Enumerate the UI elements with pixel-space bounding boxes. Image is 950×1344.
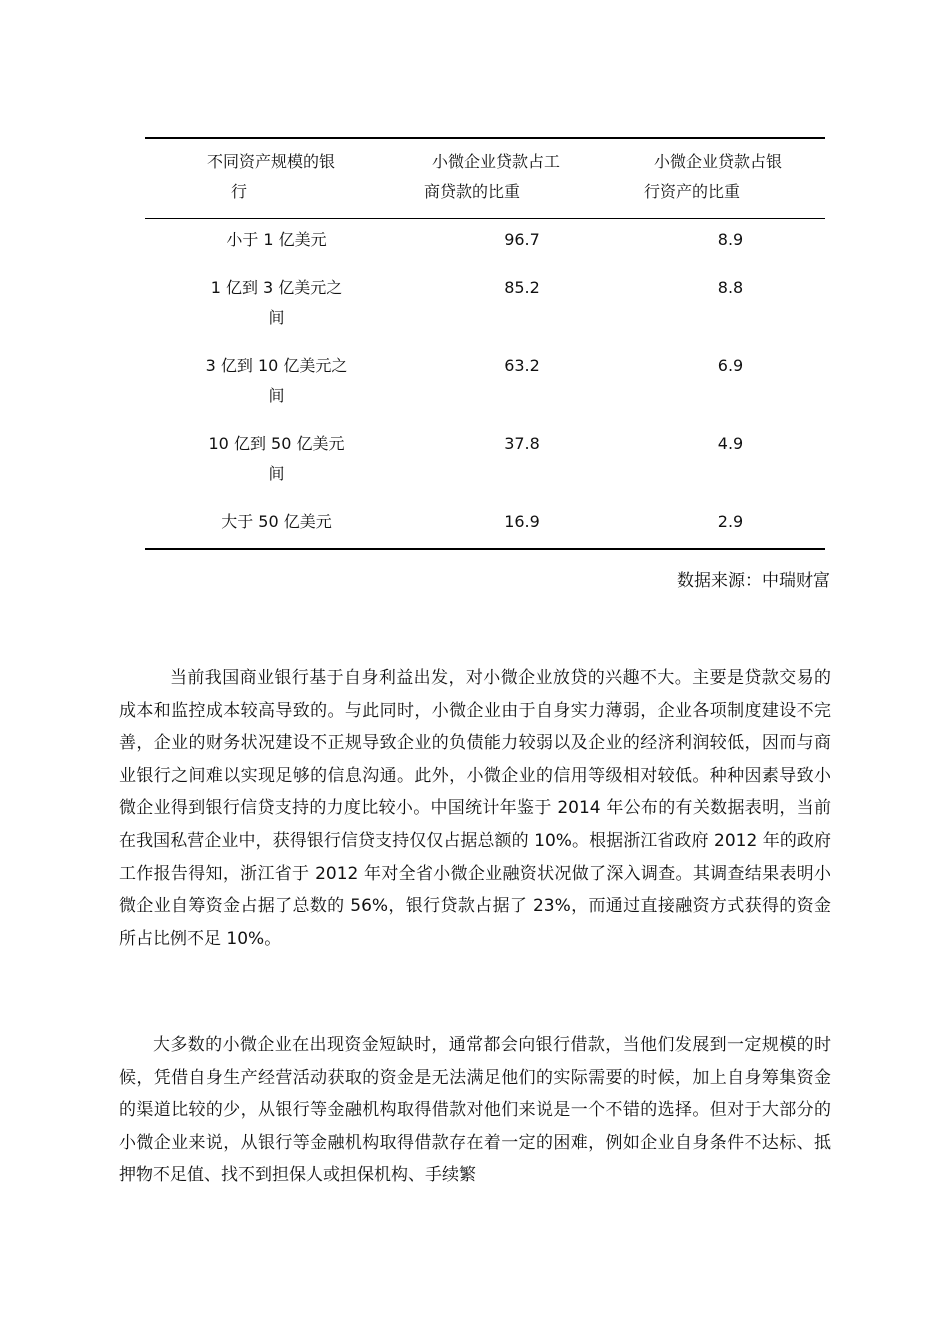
business-loan-share-cell: 63.2 — [504, 356, 540, 375]
bank-size-label — [199, 273, 355, 333]
bank-size-cell — [145, 219, 408, 268]
table-row — [145, 267, 825, 345]
data-source-note: 数据来源：中瑞财富 — [677, 571, 830, 591]
business-loan-share-cell: 37.8 — [504, 434, 540, 453]
bank-size-label: 大于 50 亿美元 — [221, 512, 332, 531]
header-bank-size — [145, 138, 408, 219]
bank-size-cell — [145, 423, 408, 501]
bank-size-line: 间 — [268, 308, 285, 327]
bank-asset-share-cell: 4.9 — [717, 434, 744, 453]
body-paragraph: 大多数的小微企业在出现资金短缺时，通常都会向银行借款，当他们发展到一定规模的时候，凭借自身生产经营活动获取的资金是无法满足他们的实际需要的时候，加上自身筹集资金的渠道比较的少，从银行等金融机构取得借款对他们来说是一个不错的选择。但对于大部分的小微企业来说，从银行等金融机构取得借款存在着一定的困难，例如企业自身条件不达标、抵押物不足值、找不到担保人或担保机构、手续繁 — [119, 1035, 831, 1186]
bank-size-cell — [145, 345, 408, 423]
bank-asset-share-cell: 6.9 — [717, 356, 744, 375]
bank-size-cell — [145, 501, 408, 549]
bank-size-line: 3 亿到 10 亿美元之 — [205, 356, 348, 375]
table-row — [145, 423, 825, 501]
header-text-line: 小微企业贷款占银 — [654, 152, 783, 171]
bank-size-line: 间 — [268, 464, 285, 483]
header-text-line: 商贷款的比重 — [424, 182, 521, 201]
bank-asset-share-cell: 8.9 — [717, 230, 744, 249]
table-row — [145, 501, 825, 549]
header-text-line: 小微企业贷款占工 — [432, 152, 561, 171]
loan-share-table — [145, 137, 825, 550]
bank-size-line: 1 亿到 3 亿美元之 — [210, 278, 343, 297]
table-row — [145, 345, 825, 423]
header-text-line: 不同资产规模的银 — [207, 152, 336, 171]
table-header-row — [145, 138, 825, 219]
bank-size-label — [199, 351, 355, 411]
bank-size-line: 10 亿到 50 亿美元 — [208, 434, 345, 453]
bank-size-cell — [145, 267, 408, 345]
business-loan-share-cell: 16.9 — [504, 512, 540, 531]
table-row — [145, 219, 825, 268]
header-share-of-business-loans — [408, 138, 636, 219]
header-text-line: 行 — [231, 182, 248, 201]
business-loan-share-cell: 96.7 — [504, 230, 540, 249]
header-share-of-bank-assets — [636, 138, 825, 219]
bank-size-label: 小于 1 亿美元 — [226, 230, 327, 249]
body-paragraph: 当前我国商业银行基于自身利益出发，对小微企业放贷的兴趣不大。主要是贷款交易的成本和监控成本较高导致的。与此同时，小微企业由于自身实力薄弱，企业各项制度建设不完善，企业的财务状况建设不正规导致企业的负债能力较弱以及企业的经济利润较低，因而与商业银行之间难以实现足够的信息沟通。此外，小微企业的信用等级相对较低。种种因素导致小微企业得到银行信贷支持的力度比较小。中国统计年鉴于 2014 年公布的有关数据表明，当前在我国私营企业中，获得银行信贷支持仅仅占据总额的 10%。根据浙江省政府 2012 年的政府工作报告得知，浙江省于 2012 年对全省小微企业融资状况做了深入调查。其调查结果表明小微企业自筹资金占据了总数的 56%，银行贷款占据了 23%，而通过直接融资方式获得的资金所占比例不足 10%。 — [119, 668, 831, 949]
header-text-line: 行资产的比重 — [644, 182, 741, 201]
bank-asset-share-cell: 2.9 — [717, 512, 744, 531]
bank-size-label — [199, 429, 355, 489]
bank-size-line: 间 — [268, 386, 285, 405]
bank-asset-share-cell: 8.8 — [717, 278, 744, 297]
business-loan-share-cell: 85.2 — [504, 278, 540, 297]
